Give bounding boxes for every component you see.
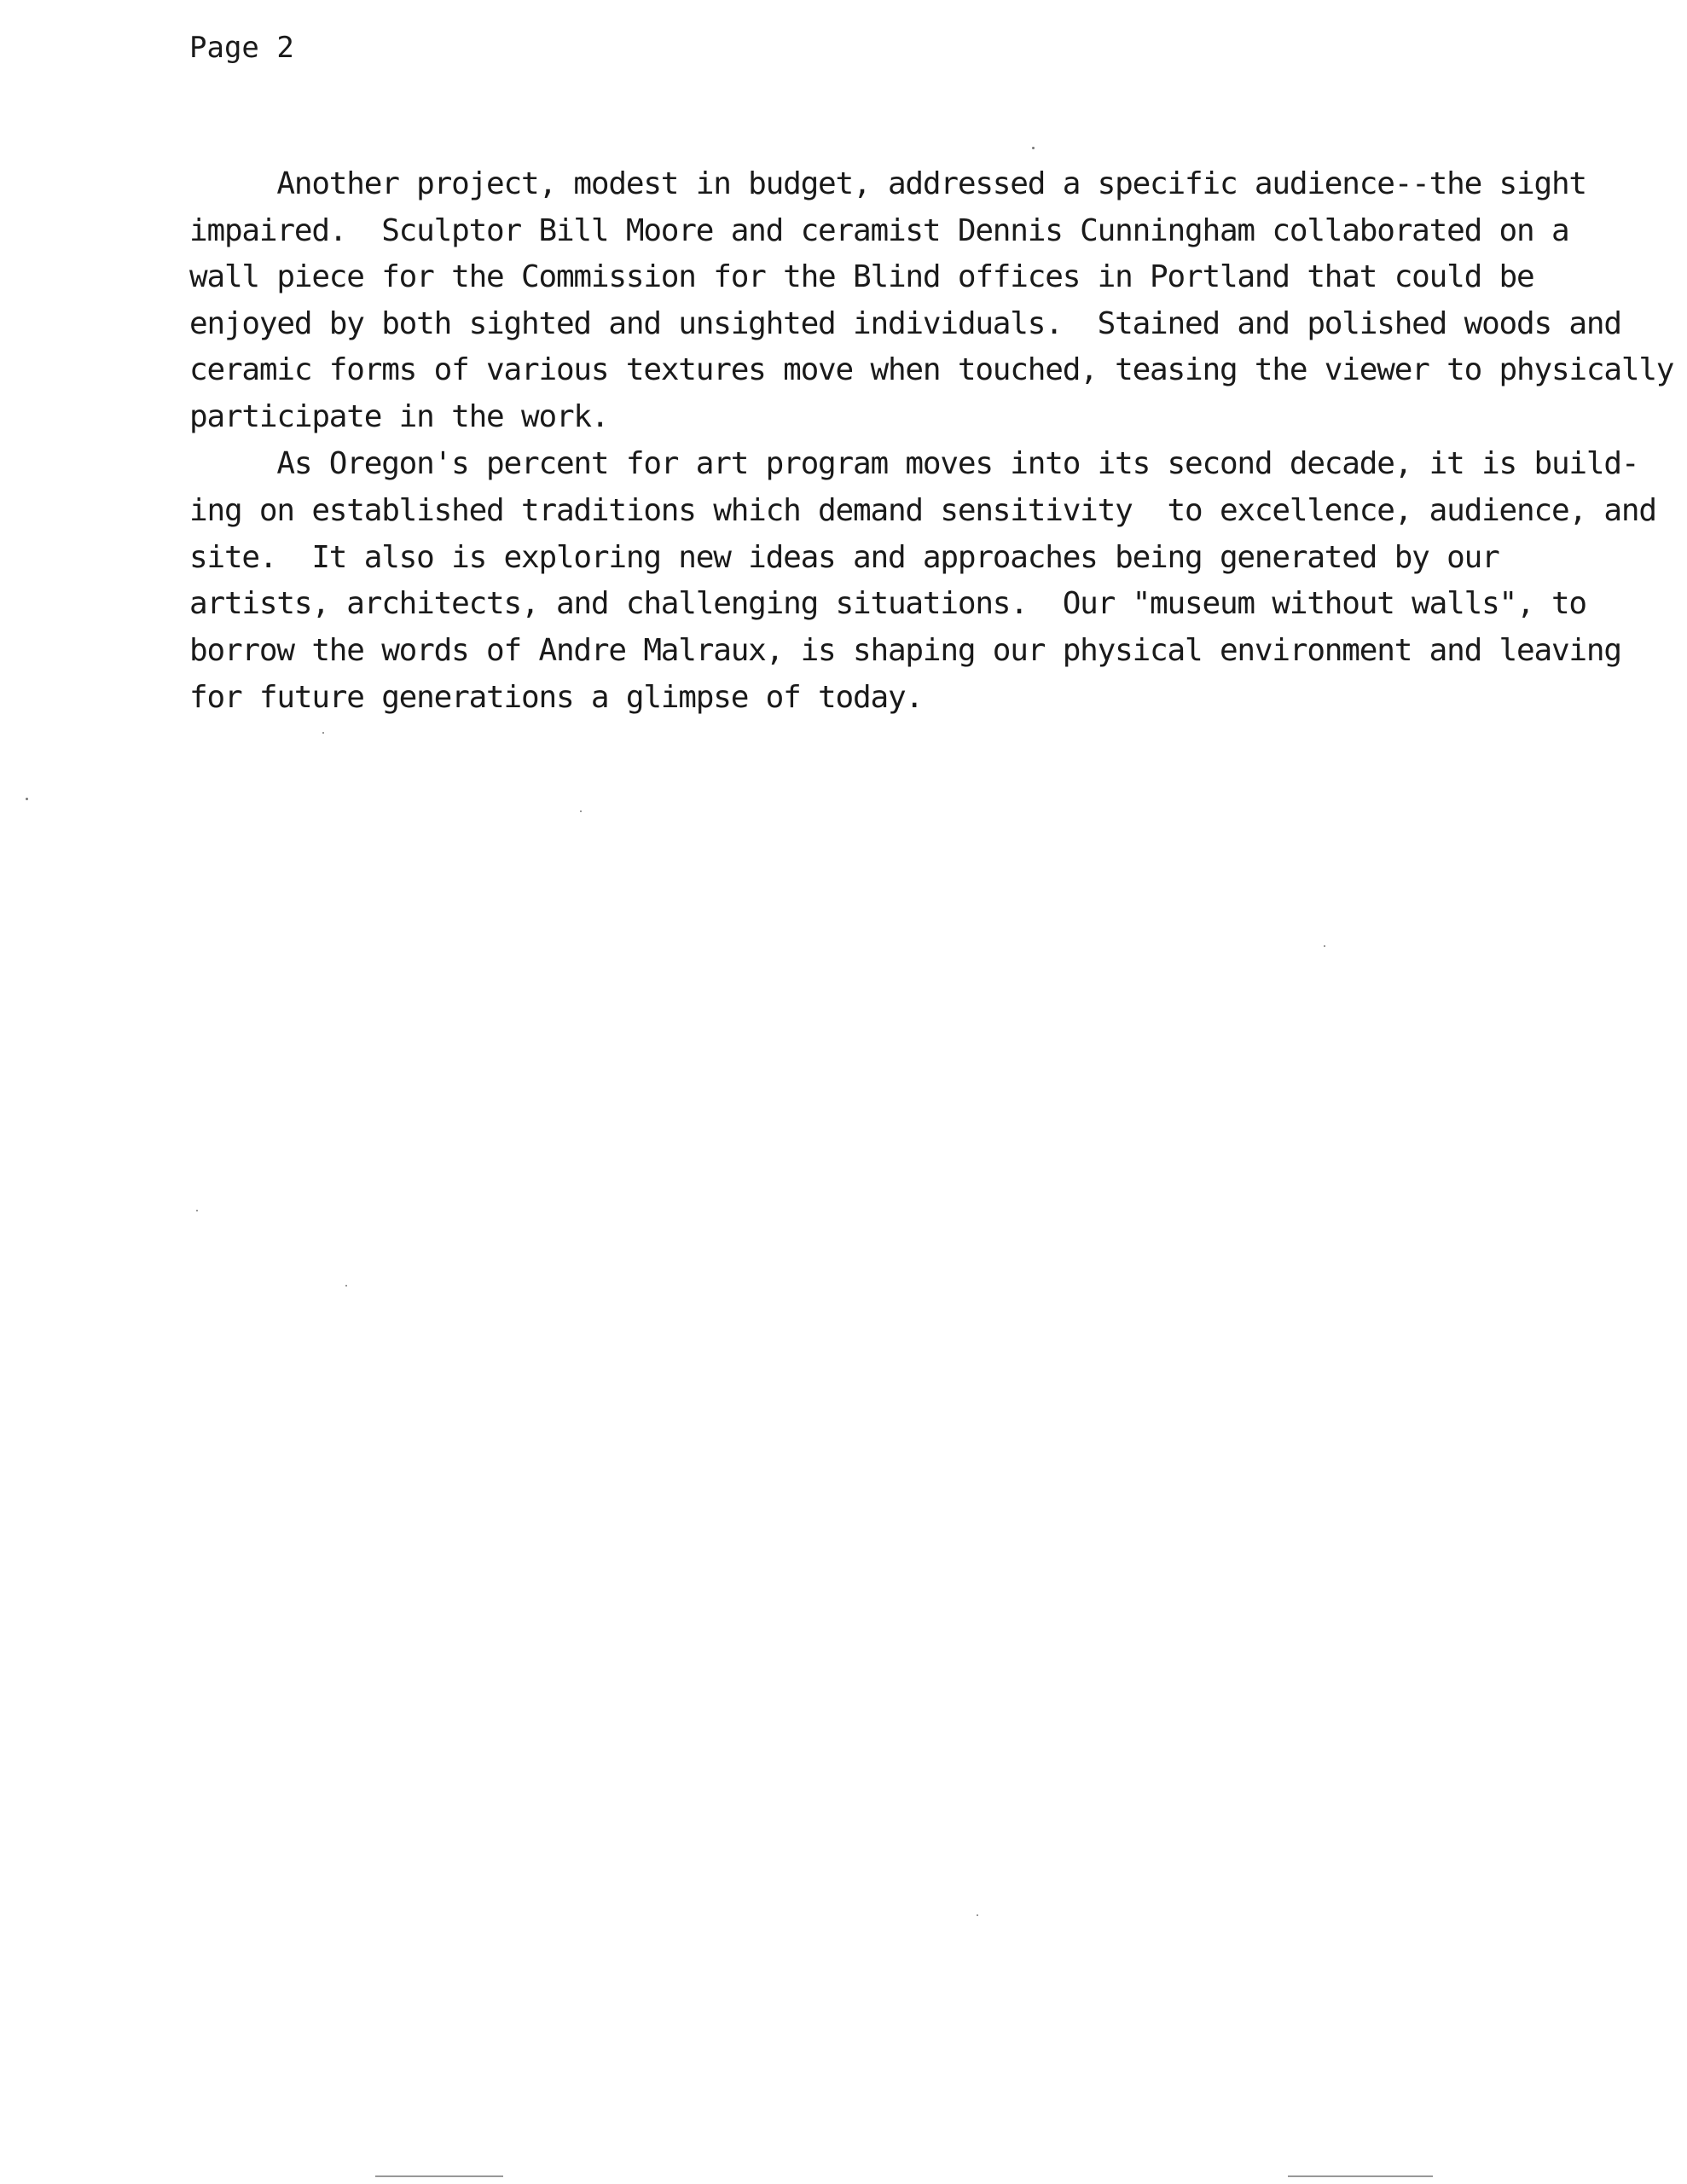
scan-speck: [322, 732, 324, 734]
scan-edge: [1288, 2175, 1433, 2177]
paragraph-line: site. It also is exploring new ideas and approaches being generated by our: [189, 540, 1499, 575]
paragraph-line: impaired. Sculptor Bill Moore and ceramist Dennis Cunningham collaborated on a: [189, 213, 1569, 248]
page-number: Page 2: [189, 31, 294, 65]
paragraph-line: artists, architects, and challenging situations. Our "museum without walls", to: [189, 586, 1586, 621]
scan-speck: [977, 1914, 978, 1916]
scan-edge: [375, 2175, 503, 2177]
paragraph-line: participate in the work.: [189, 399, 609, 434]
scan-speck: [345, 1285, 347, 1287]
paragraph-line: enjoyed by both sighted and unsighted individuals. Stained and polished woods and: [189, 306, 1621, 341]
paragraph-line: wall piece for the Commission for the Blind offices in Portland that could be: [189, 259, 1534, 294]
paragraph-line: for future generations a glimpse of today.: [189, 680, 923, 715]
paragraph-line: ing on established traditions which demand sensitivity to excellence, audience, and: [189, 493, 1656, 528]
scan-speck: [26, 798, 28, 800]
scan-speck: [196, 1210, 198, 1211]
scan-speck: [580, 810, 582, 812]
scan-speck: [1324, 945, 1325, 947]
paragraph-line: borrow the words of Andre Malraux, is shaping our physical environment and leaving: [189, 633, 1621, 668]
paragraph-line: As Oregon's percent for art program moves into its second decade, it is build-: [189, 446, 1639, 481]
paragraph-line: Another project, modest in budget, addressed a specific audience--the sight: [189, 166, 1586, 201]
paragraph-line: ceramic forms of various textures move when touched, teasing the viewer to physically: [189, 352, 1674, 387]
scan-speck: [1032, 147, 1035, 149]
